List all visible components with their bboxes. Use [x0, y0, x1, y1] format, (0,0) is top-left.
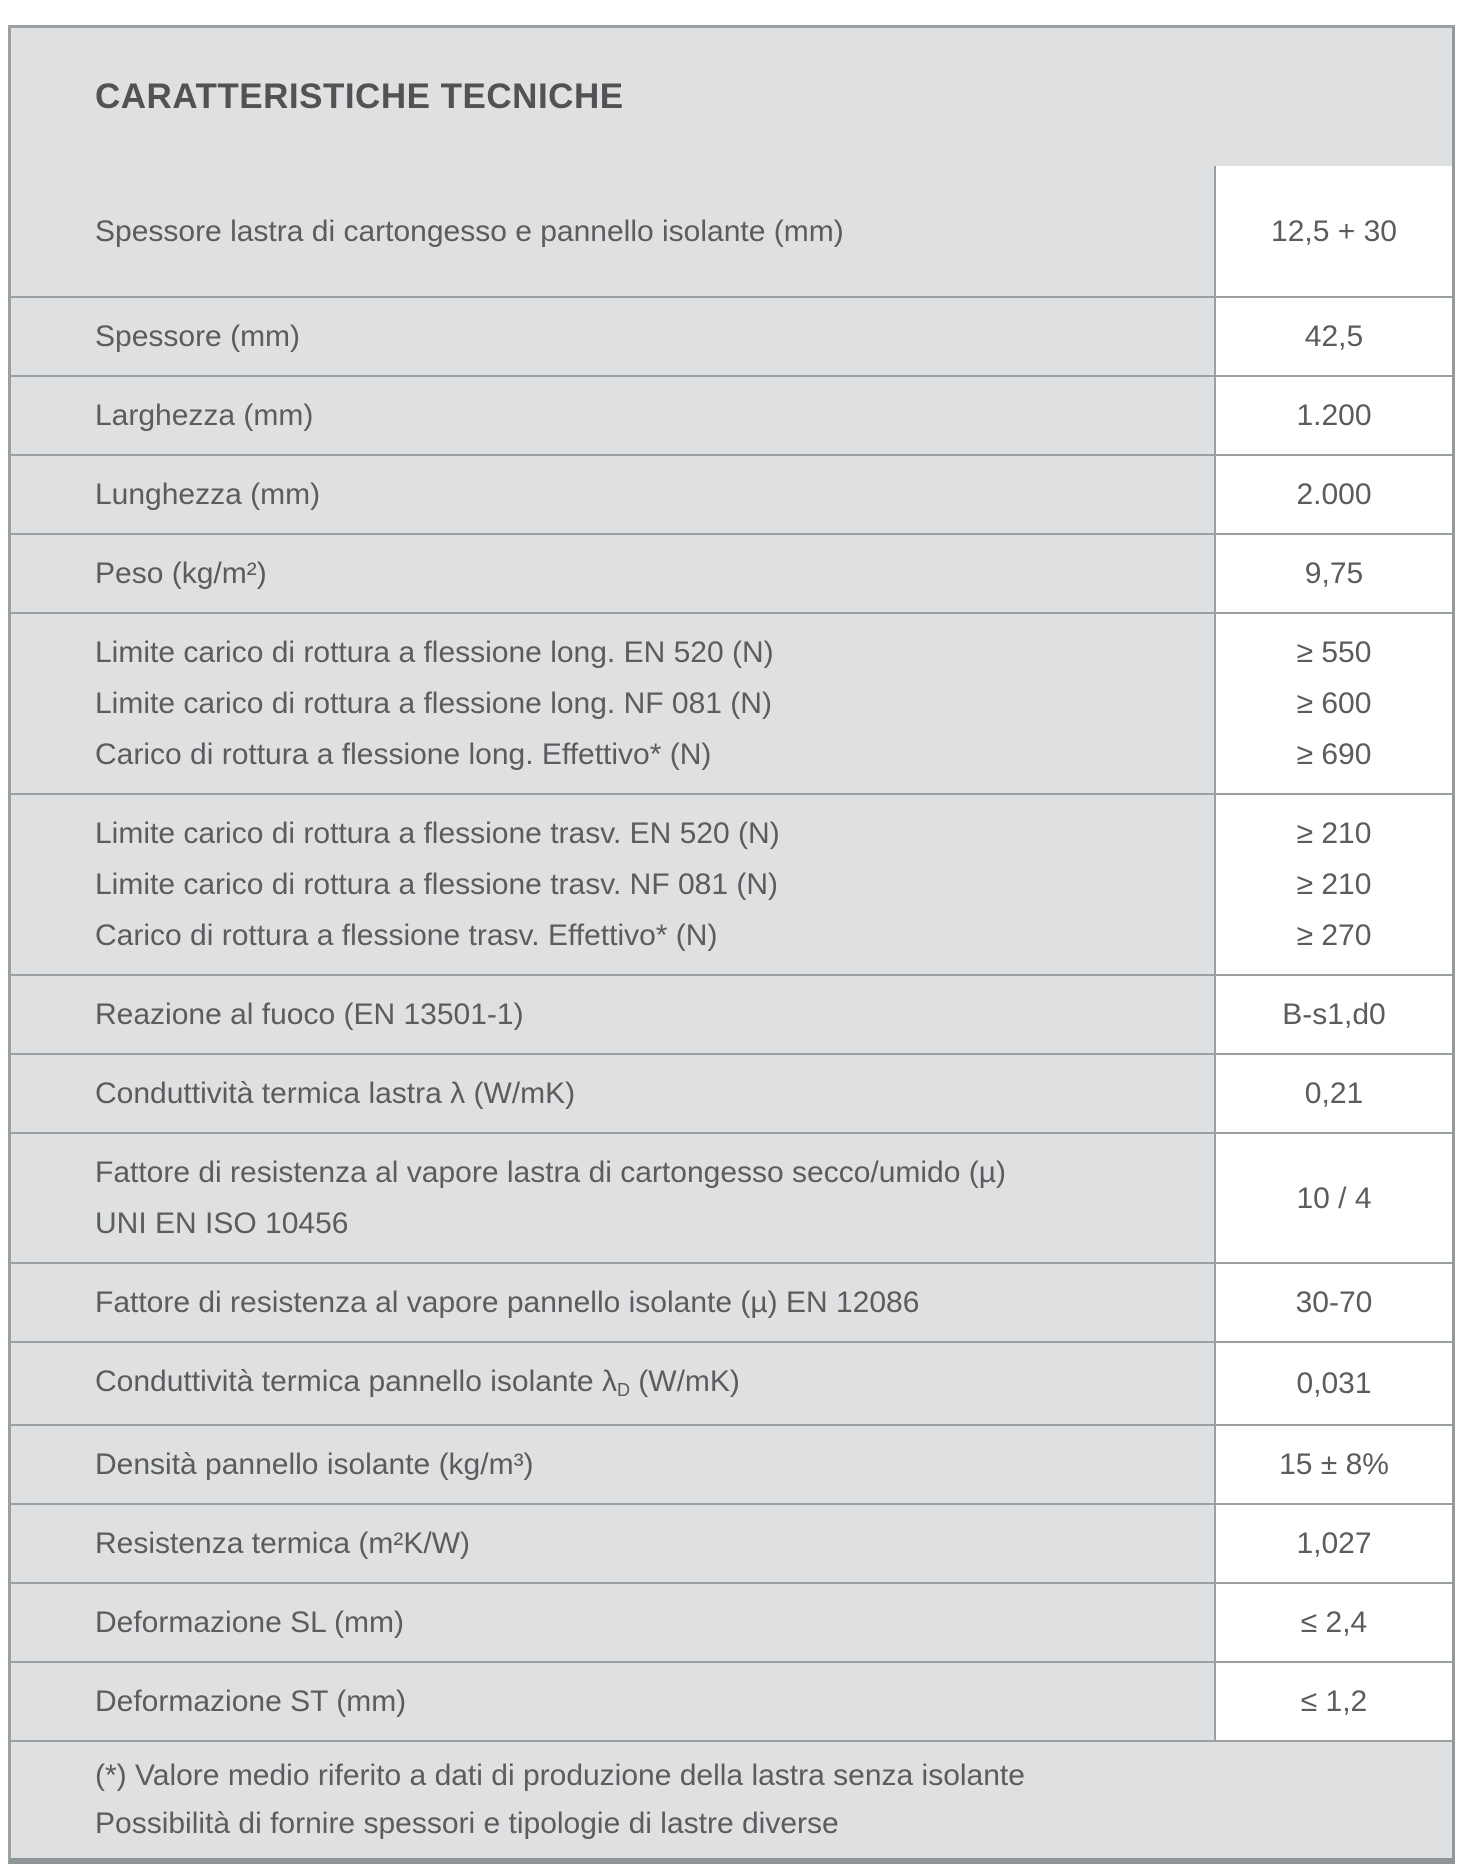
- row-label: [11, 795, 1214, 974]
- cell-line: 2.000: [1296, 478, 1372, 511]
- cell-line: 0,21: [1304, 1077, 1364, 1110]
- table-row: [11, 1262, 1452, 1341]
- cell-line: Fattore di resistenza al vapore pannello isolante (µ) EN 12086: [95, 1286, 920, 1319]
- table-title: CARATTERISTICHE TECNICHE: [95, 77, 624, 116]
- row-value: [1214, 298, 1452, 375]
- cell-line: 10 / 4: [1296, 1181, 1372, 1215]
- cell-line: Limite carico di rottura a flessione long. EN 520 (N): [95, 636, 774, 669]
- cell-line: 9,75: [1304, 557, 1364, 590]
- row-label: [11, 976, 1214, 1053]
- table-body: [11, 166, 1452, 1740]
- cell-line: Fattore di resistenza al vapore lastra di cartongesso secco/umido (µ): [95, 1156, 1007, 1189]
- footnote-line: Possibilità di fornire spessori e tipologie di lastre diverse: [95, 1807, 839, 1840]
- row-value: [1214, 535, 1452, 612]
- cell-line: ≥ 270: [1296, 919, 1372, 952]
- row-label: [11, 166, 1214, 296]
- cell-line: ≥ 210: [1296, 817, 1372, 850]
- row-value: [1214, 1426, 1452, 1503]
- cell-line: ≥ 210: [1296, 868, 1372, 901]
- cell-line: Reazione al fuoco (EN 13501-1): [95, 998, 524, 1031]
- table-row: [11, 533, 1452, 612]
- table-footnote-row: [11, 1740, 1452, 1858]
- table-row: [11, 1582, 1452, 1661]
- cell-line: Limite carico di rottura a flessione trasv. EN 520 (N): [95, 817, 780, 850]
- cell-line: 12,5 + 30: [1271, 214, 1397, 248]
- row-value: [1214, 1663, 1452, 1740]
- cell-line: ≥ 600: [1296, 687, 1372, 720]
- row-value: [1214, 795, 1452, 974]
- table-row: [11, 296, 1452, 375]
- table-row: [11, 1661, 1452, 1740]
- row-label: [11, 377, 1214, 454]
- cell-line: ≥ 550: [1296, 636, 1372, 669]
- cell-line: Densità pannello isolante (kg/m³): [95, 1448, 534, 1481]
- row-value: [1214, 1134, 1452, 1262]
- table-row: [11, 1053, 1452, 1132]
- row-label: [11, 1343, 1214, 1424]
- table-row: [11, 166, 1452, 296]
- table-row: [11, 375, 1452, 454]
- row-label: [11, 1055, 1214, 1132]
- row-value: [1214, 1264, 1452, 1341]
- footnote-line: (*) Valore medio riferito a dati di produzione della lastra senza isolante: [95, 1759, 1025, 1792]
- table-row: [11, 974, 1452, 1053]
- cell-line: Spessore lastra di cartongesso e pannello isolante (mm): [95, 214, 844, 248]
- cell-line: Carico di rottura a flessione trasv. Effettivo* (N): [95, 919, 718, 952]
- row-label: [11, 1505, 1214, 1582]
- table-row: [11, 454, 1452, 533]
- cell-line: Limite carico di rottura a flessione long. NF 081 (N): [95, 687, 772, 720]
- cell-line: 15 ± 8%: [1279, 1448, 1389, 1481]
- row-value: [1214, 166, 1452, 296]
- table-row: [11, 1503, 1452, 1582]
- table-title-row: [11, 28, 1452, 166]
- row-label: [11, 1663, 1214, 1740]
- cell-line: Resistenza termica (m²K/W): [95, 1527, 471, 1560]
- cell-line: 30-70: [1295, 1286, 1373, 1319]
- table-row: [11, 1132, 1452, 1262]
- row-label: [11, 1426, 1214, 1503]
- cell-line: Conduttività termica lastra λ (W/mK): [95, 1077, 576, 1110]
- cell-line: Larghezza (mm): [95, 399, 314, 432]
- cell-line: 42,5: [1304, 320, 1364, 353]
- row-value: [1214, 614, 1452, 793]
- cell-line: ≤ 2,4: [1300, 1606, 1368, 1639]
- technical-characteristics-table: [8, 25, 1455, 1864]
- cell-line: ≤ 1,2: [1300, 1685, 1368, 1718]
- cell-line: Limite carico di rottura a flessione trasv. NF 081 (N): [95, 868, 779, 901]
- row-value: [1214, 1505, 1452, 1582]
- cell-line: 0,031: [1296, 1367, 1372, 1400]
- row-value: [1214, 976, 1452, 1053]
- cell-line: Conduttività termica pannello isolante $\lambda_D$ (W/mK): [95, 1365, 740, 1400]
- row-value: [1214, 1343, 1452, 1424]
- row-label: [11, 298, 1214, 375]
- cell-line: Deformazione ST (mm): [95, 1685, 407, 1718]
- row-label: [11, 535, 1214, 612]
- table-row: [11, 1341, 1452, 1424]
- cell-line: B-s1,d0: [1282, 998, 1386, 1031]
- table-row: [11, 793, 1452, 974]
- cell-line: Peso (kg/m²): [95, 557, 267, 590]
- row-label: [11, 1134, 1214, 1262]
- cell-line: Deformazione SL (mm): [95, 1606, 404, 1639]
- cell-line: UNI EN ISO 10456: [95, 1207, 349, 1240]
- row-value: [1214, 456, 1452, 533]
- cell-line: 1,027: [1296, 1527, 1372, 1560]
- cell-line: Lunghezza (mm): [95, 478, 321, 511]
- row-label: [11, 1584, 1214, 1661]
- row-value: [1214, 377, 1452, 454]
- row-label: [11, 456, 1214, 533]
- cell-line: 1.200: [1296, 399, 1372, 432]
- row-label: [11, 614, 1214, 793]
- row-value: [1214, 1055, 1452, 1132]
- row-label: [11, 1264, 1214, 1341]
- row-value: [1214, 1584, 1452, 1661]
- cell-line: Carico di rottura a flessione long. Effettivo* (N): [95, 738, 712, 771]
- cell-line: Spessore (mm): [95, 320, 301, 353]
- table-row: [11, 612, 1452, 793]
- cell-line: ≥ 690: [1296, 738, 1372, 771]
- table-row: [11, 1424, 1452, 1503]
